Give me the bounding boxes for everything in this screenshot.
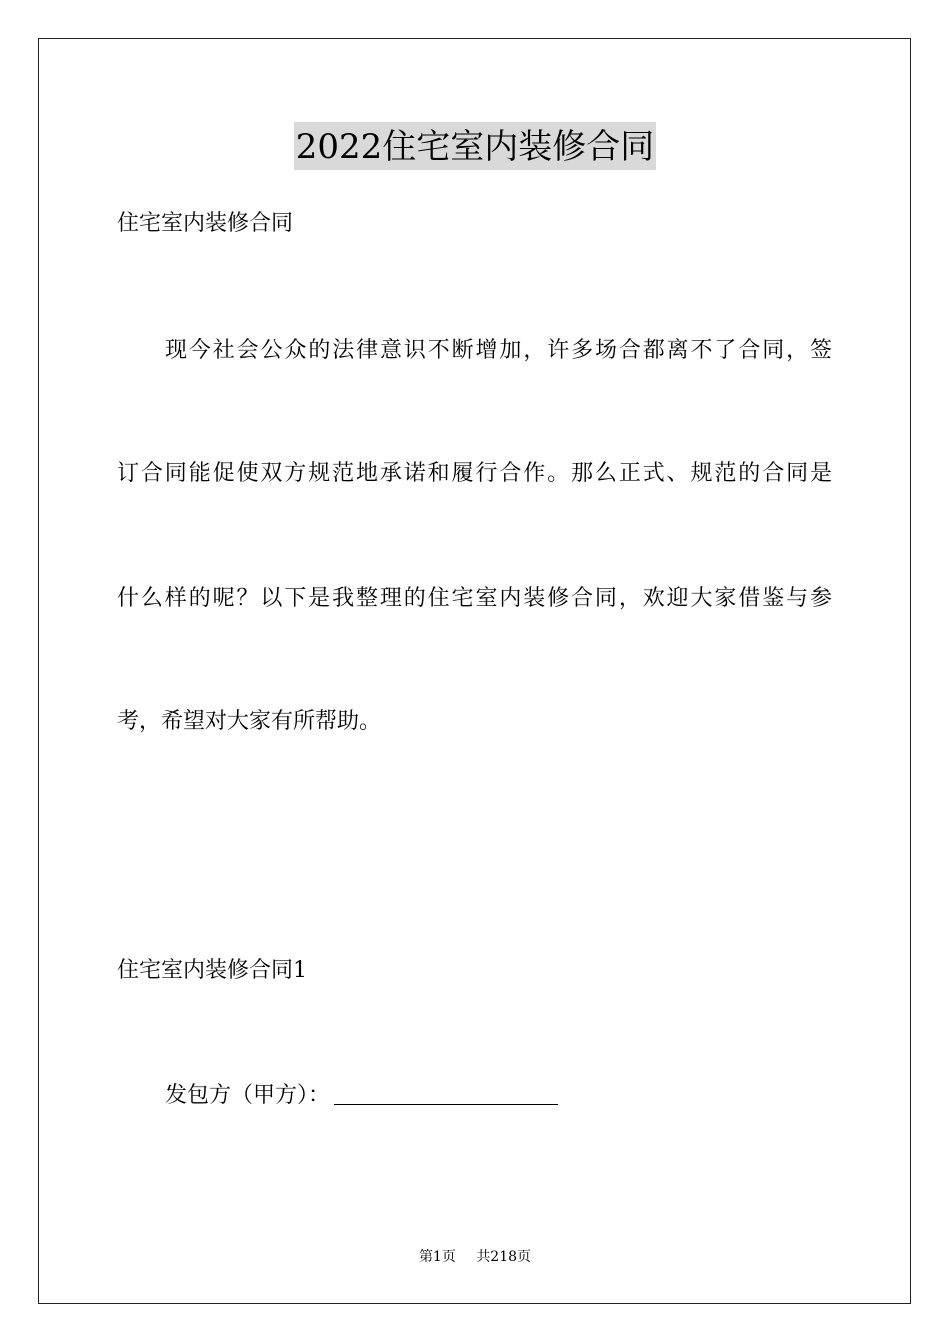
document-title: 2022住宅室内装修合同 <box>294 122 657 170</box>
page-footer <box>0 1247 950 1267</box>
party-a-label: 发包方（甲方）： <box>165 1083 331 1108</box>
section-heading: 住宅室内装修合同1 <box>117 958 307 983</box>
document-title-wrapper <box>0 122 950 170</box>
intro-line-2: 订合同能促使双方规范地承诺和履行合作。那么正式、规范的合同是 <box>117 461 832 486</box>
intro-line-4: 考，希望对大家有所帮助。 <box>117 709 382 734</box>
page-number: 第1页 <box>418 1249 456 1265</box>
intro-line-1: 现今社会公众的法律意识不断增加，许多场合都离不了合同，签 <box>165 338 832 363</box>
party-a-row <box>165 1081 558 1111</box>
party-a-blank-line <box>334 1084 558 1105</box>
intro-line-3: 什么样的呢？以下是我整理的住宅室内装修合同，欢迎大家借鉴与参 <box>117 586 832 611</box>
total-pages: 共218页 <box>476 1249 532 1265</box>
document-subtitle: 住宅室内装修合同 <box>117 211 294 236</box>
